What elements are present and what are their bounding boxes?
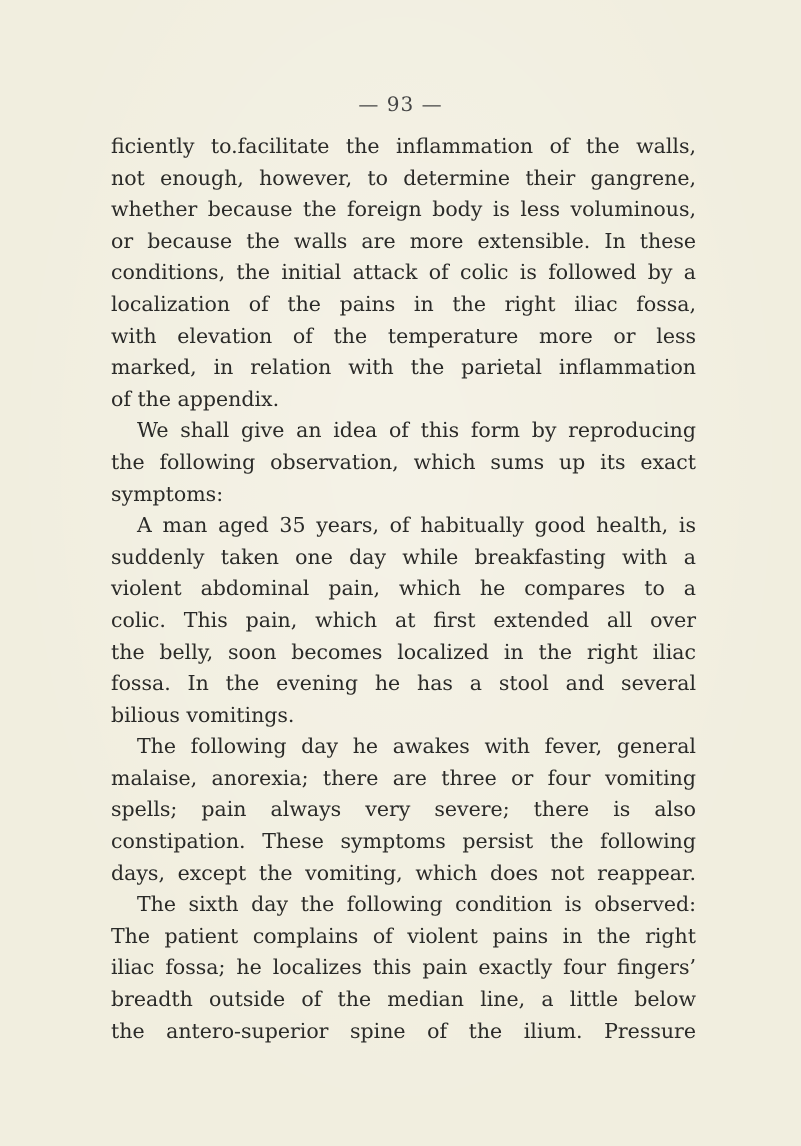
- text-line: not enough, however, to determine their gangrene,: [111, 165, 696, 190]
- text-line: localization of the pains in the right iliac fossa,: [111, 291, 696, 316]
- body-text: [111, 131, 696, 1047]
- text-line: suddenly taken one day while breakfasting with a: [111, 544, 696, 569]
- text-line: constipation. These symptoms persist the following: [111, 829, 696, 854]
- text-line: malaise, anorexia; there are three or four vomiting: [111, 765, 696, 790]
- text-line: marked, in relation with the parietal inflammation: [111, 355, 696, 380]
- text-line: or because the walls are more extensible. In these: [111, 228, 696, 253]
- text-line: symptoms:: [111, 481, 224, 506]
- text-line: conditions, the initial attack of colic is followed by a: [111, 260, 696, 285]
- text-line: the following observation, which sums up its exact: [111, 449, 696, 474]
- text-line: bilious vomitings.: [111, 702, 295, 727]
- text-line: whether because the foreign body is less voluminous,: [111, 197, 696, 222]
- text-line: ficiently to.facilitate the inflammation of the walls,: [111, 134, 696, 158]
- text-line: We shall give an idea of this form by reproducing: [137, 418, 696, 443]
- text-line: breadth outside of the median line, a little below: [111, 987, 696, 1012]
- text-line: of the appendix.: [111, 386, 280, 411]
- text-line: colic. This pain, which at first extended all over: [111, 607, 696, 632]
- page-number: — 93 —: [358, 92, 443, 116]
- text-line: A man aged 35 years, of habitually good health, is: [137, 513, 696, 538]
- text-line: The patient complains of violent pains in the right: [111, 923, 696, 948]
- text-line: The sixth day the following condition is observed:: [137, 892, 696, 917]
- text-line: the antero-superior spine of the ilium. Pressure: [111, 1018, 696, 1043]
- text-line: The following day he awakes with fever, general: [137, 734, 696, 759]
- text-line: days, except the vomiting, which does not reappear.: [111, 860, 696, 885]
- text-line: iliac fossa; he localizes this pain exactly four fingers’: [111, 955, 696, 980]
- text-line: spells; pain always very severe; there is also: [111, 797, 696, 822]
- text-line: the belly, soon becomes localized in the right iliac: [111, 639, 696, 664]
- text-line: violent abdominal pain, which he compares to a: [111, 576, 696, 601]
- text-line: fossa. In the evening he has a stool and several: [111, 671, 696, 696]
- text-line: with elevation of the temperature more or less: [111, 323, 696, 348]
